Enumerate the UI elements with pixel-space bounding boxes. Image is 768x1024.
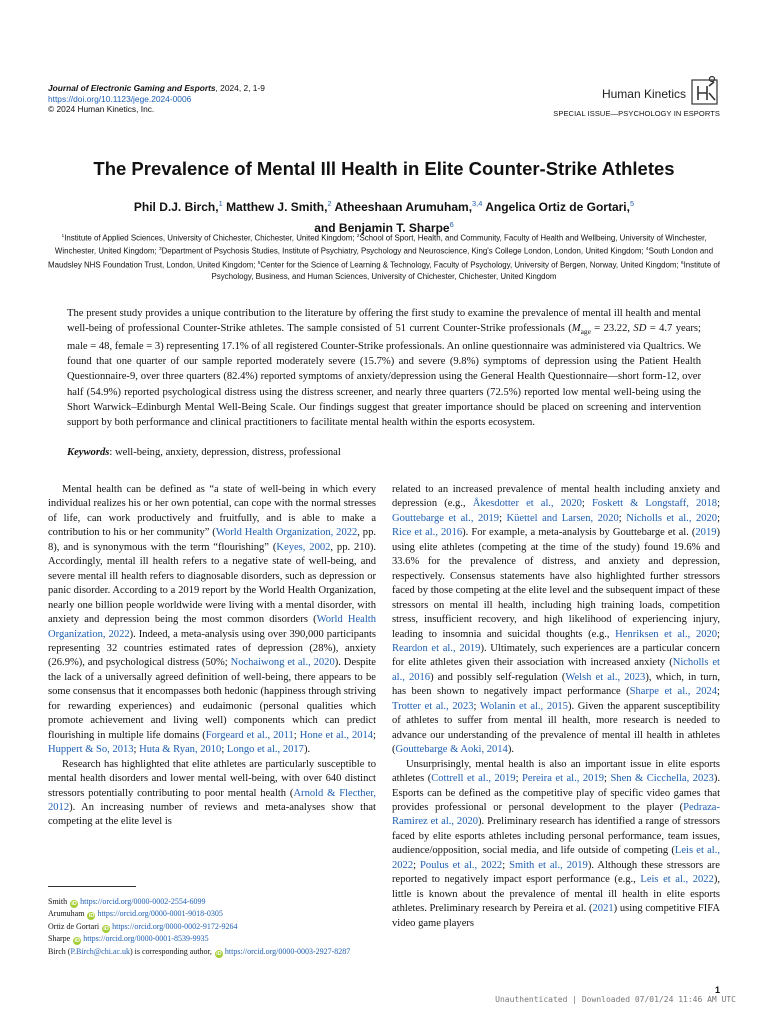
orcid-icon: iD <box>216 950 222 957</box>
author-name: Atheeshaan Arumuham, <box>334 200 473 214</box>
affiliation-mark: 4 <box>645 247 649 253</box>
author-name: Angelica Ortiz de Gortari, <box>485 200 630 214</box>
orcid-icon: iD <box>88 913 95 920</box>
publisher-name: Human Kinetics <box>601 87 686 101</box>
citation-link[interactable]: Küettel and Larsen, 2020 <box>506 512 619 524</box>
keywords-label: Keywords <box>67 447 110 458</box>
publisher-logo <box>520 74 720 108</box>
citation-link[interactable]: Huppert & So, 2013 <box>48 744 134 756</box>
orcid-author-name: Sharpe <box>48 934 71 944</box>
abstract-subscript: age <box>580 327 591 337</box>
abstract-symbol: M <box>571 323 581 335</box>
orcid-link[interactable]: https://orcid.org/0000-0002-9172-9264 <box>112 921 238 931</box>
body-column-left <box>48 483 377 828</box>
author-name: Phil D.J. Birch, <box>133 200 219 214</box>
download-notice: Unauthenticated | Downloaded 07/01/24 11:46 AM UTC <box>495 995 736 1004</box>
citation-link[interactable]: Poulus et al., 2022 <box>420 859 503 871</box>
body-column-right <box>392 483 720 978</box>
orcid-link[interactable]: https://orcid.org/0000-0001-9018-0305 <box>97 909 223 919</box>
citation-link[interactable]: Reardon et al., 2019 <box>392 642 481 654</box>
journal-citation: , 2024, 2, 1-9 <box>215 83 265 93</box>
affiliation-mark: 3 <box>158 247 162 253</box>
citation-link[interactable]: Pereira et al., 2019 <box>522 773 604 785</box>
keywords-list: : well-being, anxiety, depression, distress, professional <box>109 447 341 458</box>
citation-link[interactable]: Sharpe et al., 2024 <box>629 686 718 698</box>
orcid-footnote <box>48 908 378 920</box>
author-affiliation-mark: 5 <box>629 199 635 208</box>
special-issue-label: SPECIAL ISSUE—PSYCHOLOGY IN ESPORTS <box>553 109 720 118</box>
citation-link[interactable]: Gouttebarge et al., 2019 <box>392 512 500 524</box>
body-paragraph: Mental health can be defined as “a state of well-being in which every individual realizes his or her own potential, can cope with the normal stresses of life, can work productively and fruitfully, and is able to make a contribution to his or her community” (World Health Organization, 2022, pp. 8), and is synonymous with the term “flourishing” (Keyes, 2002, pp. 210). Accordingly, mental ill health refers to a negative state of well-being, and severe mental ill health refers to diagnosable disorders, such as depression or panic disorder. According to a 2019 report by the World Health Organization, nearly one billion people worldwide were living with a mental disorder, with anxiety and depression being the most common disorders (World Health Organization, 2022). Indeed, a meta-analysis using over 390,000 participants representing 32 countries estimated rates of depression (28%), anxiety (26.9%), and psychological distress (50%; Nochaiwong et al., 2020). Despite the lack of a universally agreed definition of well-being, there appears to be some consensus that it encompasses both hedonic (happiness through striving for rewarding experiences) and eudaimonic (personal qualities which promote achievement and living well) components which can predict flourishing in multiple life domains (Forgeard et al., 2011; Hone et al., 2014; Huppert & So, 2013; Huta & Ryan, 2010; Longo et al., 2017). <box>48 484 377 756</box>
body-paragraph: related to an increased prevalence of mental health including anxiety and depression (e.g., Åkesdotter et al., 2020; Foskett & Longstaff, 2018; Gouttebarge et al., 2019; Küettel and Larsen, 2020; Nicholls et al., 2020; Rice et al., 2016). For example, a meta-analysis by Gouttebarge et al. (2019) using elite athletes (competing at the time of the study) found 19.6% and 33.6% for the prevalence of distress, and anxiety and depression, respectively. Consensus statements have also highlighted further stressors faced by those competing at the elite level and the subsequent impact of these stressors on mental ill health, including high training loads, competition stress, insufficient recovery, and high likelihood of experiencing injury, leading to insomnia and suicidal thoughts (e.g., Henriksen et al., 2020; Reardon et al., 2019). Ultimately, such experiences are a particular concern for elite athletes given their association with increased anxiety (Nicholls et al., 2016) and possibly self-regulation (Welsh et al., 2023), which, in turn, has been shown to negatively impact performance (Sharpe et al., 2024; Trotter et al., 2023; Wolanin et al., 2015). Given the apparent susceptibility of athletes to suffer from mental ill health, more research is needed to advance our understanding of the prevalence of mental ill health in athletes (Gouttebarge & Aoki, 2014). <box>392 484 721 756</box>
citation-link[interactable]: Foskett & Longstaff, 2018 <box>591 498 718 510</box>
affiliation-mark: 1 <box>61 234 65 239</box>
footnote-divider <box>48 886 136 887</box>
affiliations <box>48 231 720 283</box>
body-paragraph: Research has highlighted that elite athletes are particularly susceptible to mental health disorders and lower mental well-being, with over 640 distinct stressors potentially contributing to poor mental health (Arnold & Flecther, 2012). An increasing number of reviews and meta-analyses show that competing at the elite level is <box>48 758 376 828</box>
author-affiliation-mark: 6 <box>449 220 454 229</box>
citation-link[interactable]: Nicholls et al., 2020 <box>626 512 718 524</box>
author-name: and Benjamin T. Sharpe <box>314 221 450 235</box>
article-title: The Prevalence of Mental Ill Health in Elite Counter-Strike Athletes <box>93 158 675 179</box>
affiliation-text: South London and Maudsley NHS Foundation Trust, London, United Kingdom; <box>48 247 714 270</box>
affiliation-mark: 5 <box>257 260 261 266</box>
orcid-icon: iD <box>103 925 109 932</box>
page-number: 1 <box>714 985 720 995</box>
orcid-icon: iD <box>74 938 80 945</box>
citation-link[interactable]: World Health Organization, 2022 <box>48 614 377 640</box>
corresponding-suffix: ) is corresponding author, <box>130 946 212 956</box>
abstract: The present study provides a unique contribution to the literature by offering the first study to examine the prevalence of mental ill health and mental well-being of professional Counter-Strike athletes. The sample consisted of 51 current Counter-Strike professionals ($M_{age} = 23.22$, SD = 4.7 years; male = 48, female = 3) representing 17.1% of all registered Counter-Strike professionals. An online questionnaire was administered via Qualtrics. We found that one quarter of our sample reported moderately severe (15.7%) and severe (9.8%) symptoms of depression using the Patient Health Questionnaire-9, over three quarters (82.4%) reported symptoms of anxiety/depression using the General Health Questionnaire—short form-12, over half (54.9%) reported psychological distress using the distress screener, and nearly three quarters (72.5%) reported low mental well-being using the Short Warwick–Edinburgh Mental Well-Being Scale. Our findings suggest that greater importance should be placed on screening and intervention support by both performance and clinical practitioners to facilitate mental health within the esports ecosystem. <box>67 308 701 428</box>
orcid-author-name: Arumuham <box>48 909 85 919</box>
orcid-link[interactable]: https://orcid.org/0000-0003-2927-8287 <box>224 946 351 956</box>
doi-link[interactable]: https://doi.org/10.1123/jege.2024-0006 <box>48 93 192 104</box>
citation-link[interactable]: Forgeard et al., 2011 <box>205 729 294 741</box>
citation-link[interactable]: Keyes, 2002 <box>276 541 331 553</box>
citation-link[interactable]: Leis et al., 2022 <box>392 845 720 871</box>
citation-link[interactable]: Longo et al., 2017 <box>226 744 304 756</box>
human-kinetics-logo-icon <box>690 74 720 106</box>
corresponding-prefix: Birch ( <box>48 946 71 956</box>
citation-link[interactable]: Gouttebarge & Aoki, 2014 <box>395 744 508 756</box>
copyright: © 2024 Human Kinetics, Inc. <box>48 104 155 115</box>
citation-link[interactable]: Hone et al., 2014 <box>299 729 374 741</box>
citation-link[interactable]: Wolanin et al., 2015 <box>479 700 568 712</box>
affiliation-text: Department of Psychosis Studies, Institute of Psychiatry, Psychology and Neuroscience, King's College London, London, United Kingdom; <box>161 247 646 257</box>
citation-link[interactable]: Huta & Ryan, 2010 <box>139 744 222 756</box>
author-affiliation-mark: 2 <box>327 199 332 208</box>
citation-link[interactable]: Welsh et al., 2023 <box>565 671 646 683</box>
author-affiliation-mark: 3,4 <box>472 199 483 208</box>
affiliation-text: Institute of Applied Sciences, University of Chichester, Chichester, United Kingdom; <box>64 233 357 243</box>
citation-link[interactable]: Henriksen et al., 2020 <box>615 628 718 640</box>
citation-link[interactable]: Pedraza-Ramirez et al., 2020 <box>392 801 720 828</box>
citation-link[interactable]: Nicholls et al., 2016 <box>392 657 720 683</box>
footnotes <box>48 896 378 958</box>
orcid-author-name: Smith <box>48 897 68 906</box>
affiliation-mark: 6 <box>680 260 684 266</box>
citation-link[interactable]: 2019 <box>695 527 717 539</box>
citation-link[interactable]: Åkesdotter et al., 2020 <box>472 498 582 510</box>
citation-link[interactable]: Leis et al., 2022 <box>640 874 714 886</box>
corresponding-email-link[interactable]: P.Birch@chi.ac.uk <box>70 946 131 956</box>
affiliation-text: School of Sport, Health, and Community, Faculty of Health and Wellbeing, University of Winchester, Winchester, United Kingdom; <box>54 233 707 257</box>
affiliation-text: Center for the Science of Learning & Technology, Faculty of Psychology, University of Bergen, Norway, United Kingdom; <box>260 260 681 270</box>
author-name: Matthew J. Smith, <box>226 200 328 214</box>
citation-link[interactable]: Cottrell et al., 2019 <box>431 773 516 785</box>
journal-name: Journal of Electronic Gaming and Esports <box>48 83 216 93</box>
corresponding-author-note <box>48 946 378 958</box>
affiliation-text: Institute of Psychology, Business, and Human Sciences, University of Chichester, Chichester, United Kingdom <box>211 260 720 282</box>
citation-link[interactable]: Trotter et al., 2023 <box>392 700 474 712</box>
orcid-author-name: Ortiz de Gortari <box>48 921 100 931</box>
body-paragraph: Unsurprisingly, mental health is also an important issue in elite esports athletes (Cottrell et al., 2019; Pereira et al., 2019; Shen & Cicchella, 2023). Esports can be defined as the competitive play of specific video games that provides professional or personal development to the player (Pedraza-Ramirez et al., 2020). Preliminary research has identified a range of stressors faced by elite esports athletes including personal performance, team issues, audience/opposition, social media, and life outside of competing (Leis et al., 2022; Poulus et al., 2022; Smith et al., 2019). Although these stressors are reported to negatively impact esport performance (e.g., Leis et al., 2022), little is known about the prevalence of mental ill health in elite esports athletes. Preliminary research by Pereira et al. (2021) using competitive FIFA video game players <box>392 758 720 929</box>
citation-link[interactable]: Rice et al., 2016 <box>392 527 463 539</box>
affiliation-mark: 2 <box>356 234 360 239</box>
orcid-footnote <box>48 921 378 933</box>
citation-link[interactable]: Nochaiwong et al., 2020 <box>230 657 335 669</box>
orcid-footnote <box>48 896 378 908</box>
abstract-symbol: SD <box>633 323 647 335</box>
citation-link[interactable]: Shen & Cicchella, 2023 <box>610 773 714 785</box>
citation-link[interactable]: World Health Organization, 2022 <box>215 527 358 539</box>
citation-link[interactable]: Smith et al., 2019 <box>509 859 588 871</box>
orcid-icon: iD <box>71 901 77 907</box>
orcid-link[interactable]: https://orcid.org/0000-0002-2554-6099 <box>80 897 206 906</box>
author-affiliation-mark: 1 <box>218 199 223 208</box>
orcid-footnote <box>48 933 378 945</box>
citation-link[interactable]: 2021 <box>592 903 614 915</box>
orcid-link[interactable]: https://orcid.org/0000-0001-8539-9935 <box>83 934 209 944</box>
keywords <box>67 446 701 460</box>
citation-link[interactable]: Arnold & Flecther, 2012 <box>48 787 376 813</box>
journal-header <box>48 83 265 115</box>
